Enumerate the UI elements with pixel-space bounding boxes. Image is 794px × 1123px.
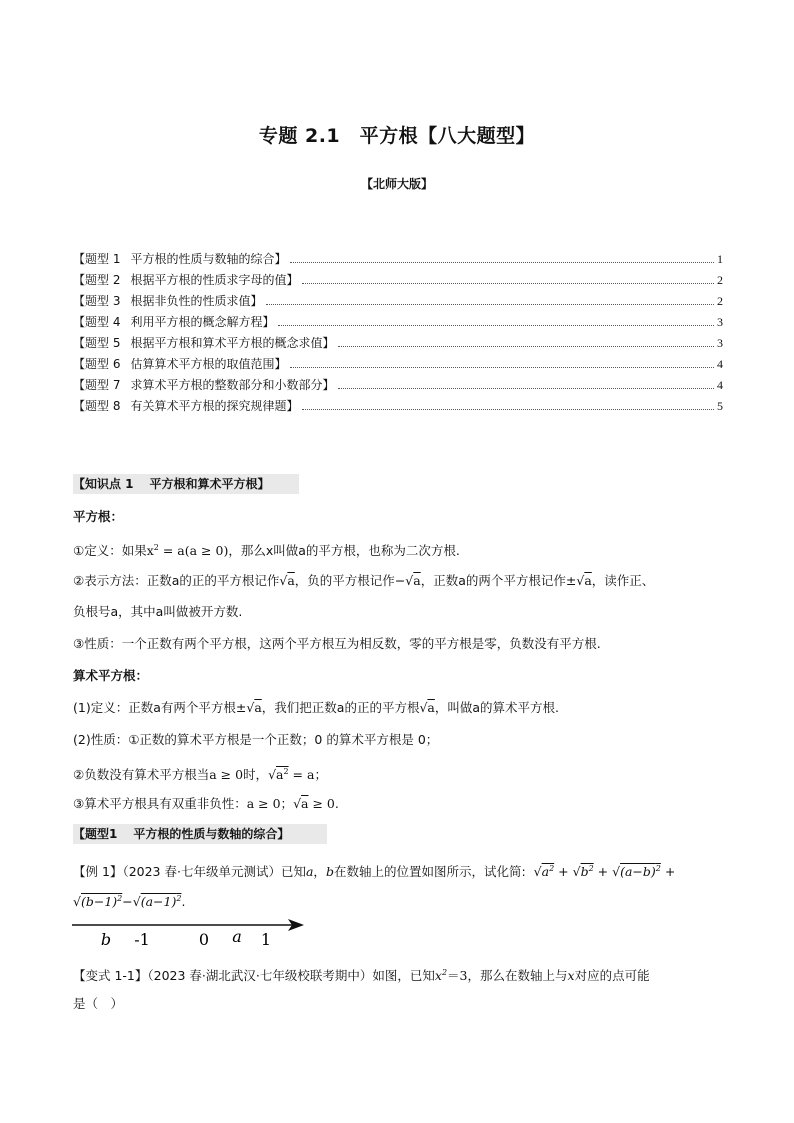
variant-question-line-2: 是（ ） [73, 996, 124, 1011]
square-root-heading: 平方根： [73, 509, 124, 524]
toc-item[interactable]: 【题型 6 估算算术平方根的取值范围】 4 [73, 357, 723, 371]
question-type-heading: 【题型1 平方根的性质与数轴的综合】 [73, 824, 327, 844]
edition-label: 【北师大版】 [360, 177, 433, 191]
number-line-label-a: a [232, 927, 242, 946]
toc-item[interactable]: 【题型 5 根据平方根和算术平方根的概念求值】 3 [73, 336, 723, 350]
negative-number-line: ②负数没有算术平方根当a ≥ 0时，$√a^2 = a$； [73, 767, 327, 783]
toc-item[interactable]: 【题型 7 求算术平方根的整数部分和小数部分】 4 [73, 378, 723, 392]
toc-item[interactable]: 【题型 3 根据非负性的性质求值】 2 [73, 294, 723, 308]
toc-leader [290, 367, 714, 368]
number-line-label-b: b [100, 930, 112, 949]
notation-line-2: 负根号a，其中a叫做被开方数. [73, 604, 243, 619]
number-line [70, 915, 310, 955]
non-negativity-line: ③算术平方根具有双重非负性：a ≥ 0；√a ≥ 0. [73, 796, 339, 811]
number-line-label-one: 1 [260, 930, 272, 949]
arithmetic-property-line: (2)性质：①正数的算术平方根是一个正数；0 的算术平方根是 0； [73, 732, 439, 747]
toc-item[interactable]: 【题型 2 根据平方根的性质求字母的值】 2 [73, 273, 723, 287]
toc-leader [338, 346, 714, 347]
arithmetic-definition-line: (1)定义：正数a有两个平方根±√a，我们把正数a的正的平方根√a，叫做a的算术平方根. [73, 700, 560, 715]
toc-leader [278, 325, 714, 326]
toc-item[interactable]: 【题型 1 平方根的性质与数轴的综合】 1 [73, 252, 723, 266]
table-of-contents [73, 246, 723, 414]
toc-item[interactable]: 【题型 8 有关算术平方根的探究规律题】 5 [73, 399, 723, 413]
example-question-formula: $√(b-1)^2-√(a-1)^2$. [73, 894, 186, 910]
page-title: 专题 2.1 平方根【八大题型】 [258, 125, 536, 147]
notation-line: ②表示方法：正数a的正的平方根记作√a，负的平方根记作−√a，正数a的两个平方根记作±√a，读作正、 [73, 573, 655, 588]
definition-line: ①定义：如果$x^2 = a(a \ge 0)$，那么x叫做a的平方根，也称为二次方根. [73, 543, 460, 559]
toc-leader [266, 304, 714, 305]
variant-question: 【变式 1-1】（2023 春·湖北武汉·七年级校联考期中）如图，已知$x^2=3$，那么在数轴上与x对应的点可能 [73, 968, 650, 984]
number-line-label-minus-one: -1 [134, 930, 150, 949]
toc-leader [290, 262, 714, 263]
arithmetic-root-heading: 算术平方根： [73, 668, 149, 683]
example-question: 【例 1】（2023 春·七年级单元测试）已知a，b在数轴上的位置如图所示，试化简: $√a^2 + √b^2 + √(a-b)^2$ + [73, 864, 676, 880]
toc-leader [302, 283, 714, 284]
property-line: ③性质：一个正数有两个平方根，这两个平方根互为相反数，零的平方根是零，负数没有平方根. [73, 636, 601, 651]
toc-item[interactable]: 【题型 4 利用平方根的概念解方程】 3 [73, 315, 723, 329]
number-line-label-zero: 0 [198, 930, 210, 949]
toc-leader [338, 388, 714, 389]
toc-leader [302, 409, 714, 410]
knowledge-point-heading: 【知识点 1 平方根和算术平方根】 [73, 474, 299, 494]
